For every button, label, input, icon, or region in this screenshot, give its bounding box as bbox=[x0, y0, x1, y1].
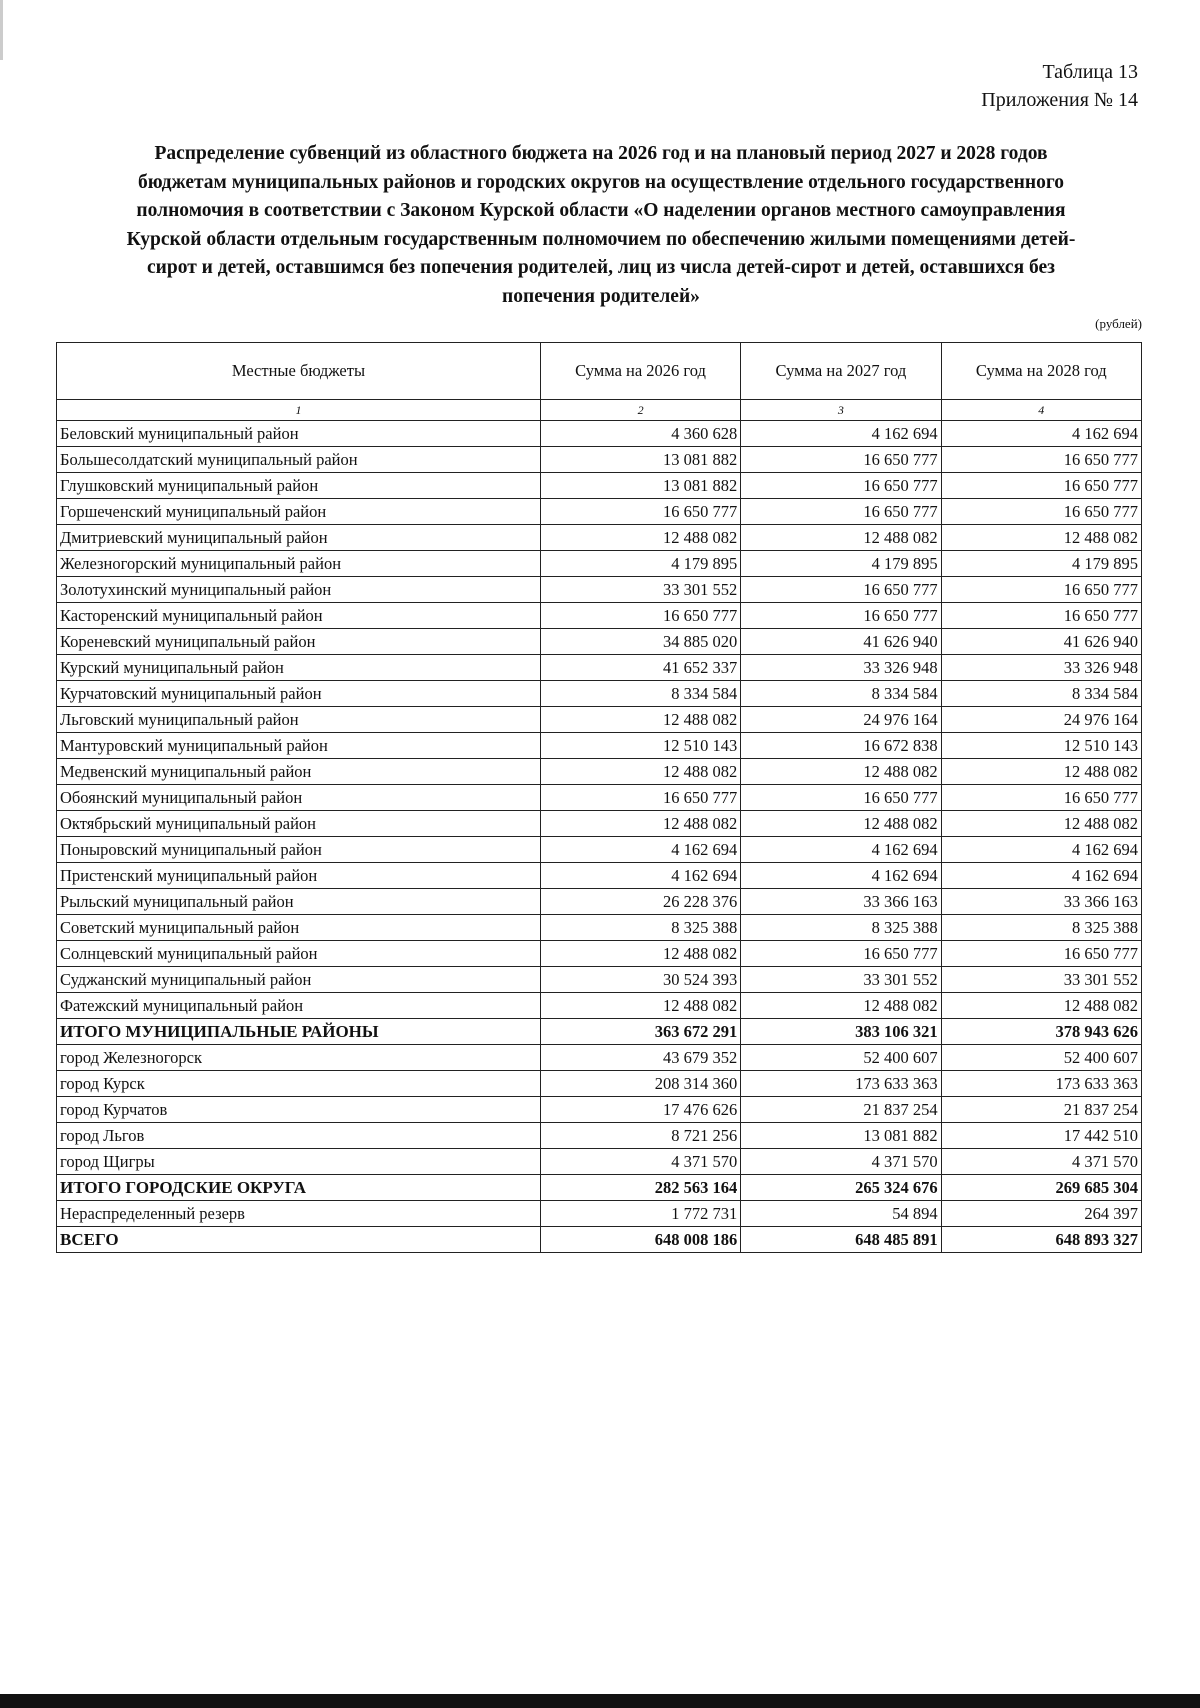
table-row bbox=[57, 837, 1142, 863]
cell-budget-name: Горшеченский муниципальный район bbox=[57, 499, 541, 525]
cell-amount-2028: 12 488 082 bbox=[941, 811, 1141, 837]
cell-amount-2026: 26 228 376 bbox=[540, 889, 740, 915]
cell-budget-name: Дмитриевский муниципальный район bbox=[57, 525, 541, 551]
cell-budget-name: Поныровский муниципальный район bbox=[57, 837, 541, 863]
cell-amount-2027: 648 485 891 bbox=[741, 1227, 941, 1253]
cell-amount-2026: 4 162 694 bbox=[540, 837, 740, 863]
table-row bbox=[57, 1071, 1142, 1097]
table-row bbox=[57, 447, 1142, 473]
cell-amount-2027: 4 179 895 bbox=[741, 551, 941, 577]
cell-amount-2026: 1 772 731 bbox=[540, 1201, 740, 1227]
cell-amount-2026: 13 081 882 bbox=[540, 473, 740, 499]
cell-amount-2026: 12 488 082 bbox=[540, 811, 740, 837]
table-row bbox=[57, 681, 1142, 707]
title-line: Курской области отдельным государственным полномочием по обеспечению жилыми помещениями детей- bbox=[126, 228, 1076, 250]
scan-edge-mark bbox=[0, 0, 3, 60]
cell-amount-2026: 282 563 164 bbox=[540, 1175, 740, 1201]
cell-budget-name: Курчатовский муниципальный район bbox=[57, 681, 541, 707]
cell-amount-2026: 34 885 020 bbox=[540, 629, 740, 655]
cell-amount-2026: 43 679 352 bbox=[540, 1045, 740, 1071]
title-line: бюджетам муниципальных районов и городских округов на осуществление отдельного государственного bbox=[138, 171, 1064, 193]
cell-amount-2028: 378 943 626 bbox=[941, 1019, 1141, 1045]
cell-amount-2028: 17 442 510 bbox=[941, 1123, 1141, 1149]
total-row bbox=[57, 1175, 1142, 1201]
column-header-2026: Сумма на 2026 год bbox=[540, 343, 740, 400]
table-row bbox=[57, 525, 1142, 551]
cell-amount-2028: 21 837 254 bbox=[941, 1097, 1141, 1123]
cell-amount-2027: 33 366 163 bbox=[741, 889, 941, 915]
table-row bbox=[57, 551, 1142, 577]
cell-amount-2028: 264 397 bbox=[941, 1201, 1141, 1227]
table-row bbox=[57, 629, 1142, 655]
cell-amount-2027: 52 400 607 bbox=[741, 1045, 941, 1071]
cell-budget-name: Курский муниципальный район bbox=[57, 655, 541, 681]
cell-amount-2027: 4 162 694 bbox=[741, 863, 941, 889]
cell-budget-name: Глушковский муниципальный район bbox=[57, 473, 541, 499]
cell-amount-2027: 12 488 082 bbox=[741, 759, 941, 785]
cell-amount-2028: 12 488 082 bbox=[941, 525, 1141, 551]
table-header-row bbox=[57, 343, 1142, 400]
cell-budget-name: Касторенский муниципальный район bbox=[57, 603, 541, 629]
cell-budget-name: Октябрьский муниципальный район bbox=[57, 811, 541, 837]
subsidy-table bbox=[56, 342, 1142, 1253]
cell-amount-2026: 648 008 186 bbox=[540, 1227, 740, 1253]
cell-amount-2028: 16 650 777 bbox=[941, 577, 1141, 603]
table-row bbox=[57, 1201, 1142, 1227]
column-number-row bbox=[57, 400, 1142, 421]
cell-amount-2027: 33 301 552 bbox=[741, 967, 941, 993]
cell-amount-2027: 16 650 777 bbox=[741, 603, 941, 629]
cell-amount-2027: 12 488 082 bbox=[741, 993, 941, 1019]
cell-amount-2027: 33 326 948 bbox=[741, 655, 941, 681]
cell-amount-2027: 16 650 777 bbox=[741, 447, 941, 473]
title-line: сирот и детей, оставшимся без попечения родителей, лиц из числа детей-сирот и детей, оставшихся без bbox=[147, 257, 1055, 278]
table-row bbox=[57, 1045, 1142, 1071]
cell-amount-2028: 8 334 584 bbox=[941, 681, 1141, 707]
cell-budget-name: город Льгов bbox=[57, 1123, 541, 1149]
cell-amount-2026: 8 721 256 bbox=[540, 1123, 740, 1149]
cell-budget-name: город Курчатов bbox=[57, 1097, 541, 1123]
cell-amount-2026: 12 488 082 bbox=[540, 525, 740, 551]
cell-amount-2028: 16 650 777 bbox=[941, 473, 1141, 499]
cell-amount-2026: 16 650 777 bbox=[540, 785, 740, 811]
cell-amount-2027: 16 650 777 bbox=[741, 577, 941, 603]
cell-amount-2028: 33 366 163 bbox=[941, 889, 1141, 915]
cell-amount-2028: 12 488 082 bbox=[941, 759, 1141, 785]
table-row bbox=[57, 993, 1142, 1019]
document-title bbox=[56, 140, 1146, 311]
cell-amount-2027: 16 650 777 bbox=[741, 499, 941, 525]
title-line: полномочия в соответствии с Законом Курской области «О наделении органов местного самоуправления bbox=[136, 200, 1066, 221]
cell-amount-2027: 24 976 164 bbox=[741, 707, 941, 733]
table-row bbox=[57, 577, 1142, 603]
cell-amount-2028: 4 162 694 bbox=[941, 863, 1141, 889]
cell-budget-name: Фатежский муниципальный район bbox=[57, 993, 541, 1019]
table-row bbox=[57, 473, 1142, 499]
cell-amount-2026: 33 301 552 bbox=[540, 577, 740, 603]
table-row bbox=[57, 1097, 1142, 1123]
table-row bbox=[57, 655, 1142, 681]
cell-amount-2028: 8 325 388 bbox=[941, 915, 1141, 941]
column-header-2027: Сумма на 2027 год bbox=[741, 343, 941, 400]
scan-bottom-bar bbox=[0, 1694, 1200, 1708]
cell-amount-2028: 12 488 082 bbox=[941, 993, 1141, 1019]
cell-amount-2027: 173 633 363 bbox=[741, 1071, 941, 1097]
cell-budget-name: Советский муниципальный район bbox=[57, 915, 541, 941]
cell-amount-2028: 4 162 694 bbox=[941, 421, 1141, 447]
cell-amount-2028: 173 633 363 bbox=[941, 1071, 1141, 1097]
cell-amount-2027: 4 162 694 bbox=[741, 421, 941, 447]
cell-amount-2026: 12 488 082 bbox=[540, 993, 740, 1019]
cell-amount-2028: 648 893 327 bbox=[941, 1227, 1141, 1253]
cell-budget-name: ИТОГО МУНИЦИПАЛЬНЫЕ РАЙОНЫ bbox=[57, 1019, 541, 1045]
cell-amount-2028: 16 650 777 bbox=[941, 785, 1141, 811]
column-number: 1 bbox=[57, 400, 541, 421]
cell-amount-2027: 16 650 777 bbox=[741, 941, 941, 967]
cell-amount-2026: 16 650 777 bbox=[540, 499, 740, 525]
cell-amount-2028: 33 326 948 bbox=[941, 655, 1141, 681]
cell-amount-2028: 4 179 895 bbox=[941, 551, 1141, 577]
table-body bbox=[57, 421, 1142, 1253]
cell-amount-2026: 17 476 626 bbox=[540, 1097, 740, 1123]
units-label: (рублей) bbox=[1095, 316, 1142, 331]
table-row bbox=[57, 603, 1142, 629]
cell-amount-2026: 8 334 584 bbox=[540, 681, 740, 707]
cell-budget-name: город Щигры bbox=[57, 1149, 541, 1175]
cell-amount-2027: 383 106 321 bbox=[741, 1019, 941, 1045]
cell-amount-2026: 4 179 895 bbox=[540, 551, 740, 577]
table-row bbox=[57, 421, 1142, 447]
table-row bbox=[57, 889, 1142, 915]
table-reference bbox=[981, 58, 1138, 114]
total-row bbox=[57, 1019, 1142, 1045]
cell-amount-2028: 33 301 552 bbox=[941, 967, 1141, 993]
cell-amount-2026: 12 510 143 bbox=[540, 733, 740, 759]
cell-budget-name: Рыльский муниципальный район bbox=[57, 889, 541, 915]
cell-amount-2027: 265 324 676 bbox=[741, 1175, 941, 1201]
cell-amount-2027: 16 650 777 bbox=[741, 473, 941, 499]
cell-amount-2027: 16 672 838 bbox=[741, 733, 941, 759]
cell-budget-name: город Железногорск bbox=[57, 1045, 541, 1071]
cell-amount-2028: 16 650 777 bbox=[941, 499, 1141, 525]
table-row bbox=[57, 707, 1142, 733]
cell-amount-2028: 41 626 940 bbox=[941, 629, 1141, 655]
cell-amount-2028: 4 371 570 bbox=[941, 1149, 1141, 1175]
cell-budget-name: Кореневский муниципальный район bbox=[57, 629, 541, 655]
cell-amount-2028: 12 510 143 bbox=[941, 733, 1141, 759]
appendix-number: Приложения № 14 bbox=[981, 89, 1138, 111]
cell-budget-name: Солнцевский муниципальный район bbox=[57, 941, 541, 967]
cell-amount-2026: 13 081 882 bbox=[540, 447, 740, 473]
title-line: попечения родителей» bbox=[502, 285, 700, 307]
cell-amount-2026: 4 162 694 bbox=[540, 863, 740, 889]
total-row bbox=[57, 1227, 1142, 1253]
cell-budget-name: город Курск bbox=[57, 1071, 541, 1097]
table-row bbox=[57, 863, 1142, 889]
table-row bbox=[57, 915, 1142, 941]
cell-amount-2028: 16 650 777 bbox=[941, 603, 1141, 629]
table-number: Таблица 13 bbox=[1042, 61, 1138, 83]
cell-amount-2026: 16 650 777 bbox=[540, 603, 740, 629]
cell-budget-name: Мантуровский муниципальный район bbox=[57, 733, 541, 759]
column-number: 3 bbox=[741, 400, 941, 421]
title-line: Распределение субвенций из областного бюджета на 2026 год и на плановый период 2027 и 2028 годов bbox=[154, 143, 1048, 164]
cell-budget-name: Беловский муниципальный район bbox=[57, 421, 541, 447]
column-header-budget: Местные бюджеты bbox=[57, 343, 541, 400]
column-number: 2 bbox=[540, 400, 740, 421]
column-header-2028: Сумма на 2028 год bbox=[941, 343, 1141, 400]
cell-amount-2026: 4 360 628 bbox=[540, 421, 740, 447]
cell-amount-2028: 52 400 607 bbox=[941, 1045, 1141, 1071]
cell-amount-2028: 24 976 164 bbox=[941, 707, 1141, 733]
cell-amount-2026: 30 524 393 bbox=[540, 967, 740, 993]
cell-budget-name: Обоянский муниципальный район bbox=[57, 785, 541, 811]
cell-budget-name: Льговский муниципальный район bbox=[57, 707, 541, 733]
cell-amount-2027: 41 626 940 bbox=[741, 629, 941, 655]
cell-budget-name: Медвенский муниципальный район bbox=[57, 759, 541, 785]
table-row bbox=[57, 785, 1142, 811]
cell-amount-2027: 12 488 082 bbox=[741, 525, 941, 551]
cell-budget-name: Золотухинский муниципальный район bbox=[57, 577, 541, 603]
cell-amount-2026: 12 488 082 bbox=[540, 707, 740, 733]
cell-budget-name: Большесолдатский муниципальный район bbox=[57, 447, 541, 473]
table-row bbox=[57, 1123, 1142, 1149]
column-number: 4 bbox=[941, 400, 1141, 421]
table-row bbox=[57, 733, 1142, 759]
cell-amount-2027: 21 837 254 bbox=[741, 1097, 941, 1123]
cell-amount-2028: 269 685 304 bbox=[941, 1175, 1141, 1201]
table-row bbox=[57, 499, 1142, 525]
cell-amount-2026: 12 488 082 bbox=[540, 759, 740, 785]
cell-amount-2027: 8 325 388 bbox=[741, 915, 941, 941]
table-row bbox=[57, 1149, 1142, 1175]
cell-amount-2026: 41 652 337 bbox=[540, 655, 740, 681]
cell-amount-2026: 363 672 291 bbox=[540, 1019, 740, 1045]
cell-budget-name: Нераспределенный резерв bbox=[57, 1201, 541, 1227]
cell-budget-name: Пристенский муниципальный район bbox=[57, 863, 541, 889]
cell-amount-2027: 13 081 882 bbox=[741, 1123, 941, 1149]
cell-budget-name: Суджанский муниципальный район bbox=[57, 967, 541, 993]
cell-amount-2027: 4 162 694 bbox=[741, 837, 941, 863]
table-row bbox=[57, 967, 1142, 993]
cell-budget-name: ИТОГО ГОРОДСКИЕ ОКРУГА bbox=[57, 1175, 541, 1201]
cell-amount-2027: 16 650 777 bbox=[741, 785, 941, 811]
cell-amount-2026: 208 314 360 bbox=[540, 1071, 740, 1097]
cell-amount-2027: 8 334 584 bbox=[741, 681, 941, 707]
cell-budget-name: ВСЕГО bbox=[57, 1227, 541, 1253]
cell-amount-2027: 4 371 570 bbox=[741, 1149, 941, 1175]
table-row bbox=[57, 811, 1142, 837]
cell-budget-name: Железногорский муниципальный район bbox=[57, 551, 541, 577]
table-row bbox=[57, 941, 1142, 967]
cell-amount-2026: 4 371 570 bbox=[540, 1149, 740, 1175]
cell-amount-2027: 12 488 082 bbox=[741, 811, 941, 837]
cell-amount-2026: 8 325 388 bbox=[540, 915, 740, 941]
cell-amount-2028: 16 650 777 bbox=[941, 941, 1141, 967]
cell-amount-2028: 4 162 694 bbox=[941, 837, 1141, 863]
table-row bbox=[57, 759, 1142, 785]
cell-amount-2027: 54 894 bbox=[741, 1201, 941, 1227]
cell-amount-2028: 16 650 777 bbox=[941, 447, 1141, 473]
cell-amount-2026: 12 488 082 bbox=[540, 941, 740, 967]
